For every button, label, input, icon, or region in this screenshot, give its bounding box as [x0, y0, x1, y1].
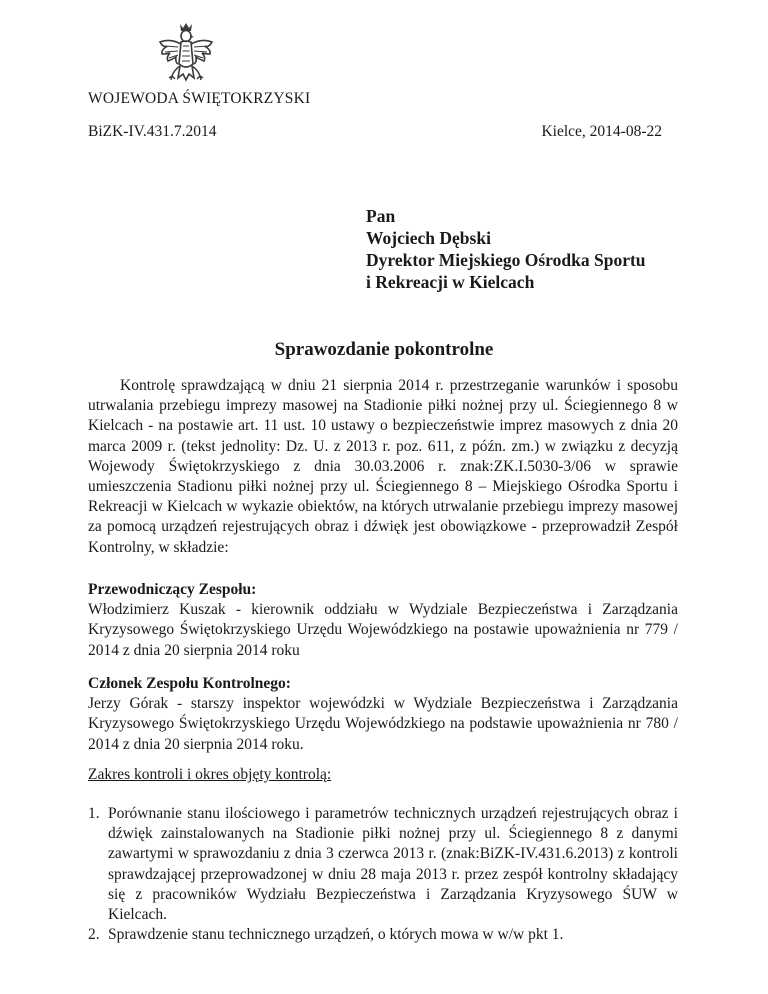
intro-paragraph: Kontrolę sprawdzającą w dniu 21 sierpnia 2014 r. przestrzeganie warunków i sposobu utrwalania przebiegu imprezy masowej na Stadionie piłki nożnej przy ul. Ściegiennego 8 w Kielcach - na postawie art. 11 ust. 10 ustawy o bezpieczeństwie imprez masowych z dnia 20 marca 2009 r. (tekst jednolity: Dz. U. z 2013 r. poz. 611, z późn. zm.) w związku z decyzją Wojewody Świętokrzyskiego z dnia 30.03.2006 r. znak:ZK.I.5030-3/06 w sprawie umieszczenia Stadionu piłki nożnej przy ul. Ściegiennego 8 – Miejskiego Ośrodka Sportu i Rekreacji w Kielcach w wykazie obiektów, na których utrwalanie przebiegu imprezy masowej za pomocą urządzeń rejestrujących obraz i dźwięk jest obowiązkowe - przeprowadził Zespół Kontrolny, w składzie:	[88, 377, 678, 556]
list-item-number: 2.	[88, 926, 100, 944]
scope-list	[88, 804, 678, 945]
list-item-text: Porównanie stanu ilościowego i parametrów technicznych urządzeń rejestrujących obraz i dźwięk zainstalowanych na Stadionie piłki nożnej przy ul. Ściegiennego 8 z danymi zawartymi w sprawozdaniu z dnia 3 czerwca 2013 r. (znak:BiZK-IV.431.6.2013) z kontroli sprawdzającej przeprowadzonej w dniu 28 maja 2013 r. przez zespół kontrolny składający się z pracowników Wydziału Bezpieczeństwa i Zarządzania Kryzysowego ŚUW w Kielcach.	[108, 805, 678, 924]
document-title: Sprawozdanie pokontrolne	[274, 339, 494, 360]
list-item	[88, 804, 678, 925]
team-chair-section	[88, 580, 678, 661]
recipient-address	[366, 205, 646, 293]
list-item	[88, 925, 678, 945]
recipient-line: Wojciech Dębski	[366, 228, 491, 248]
recipient-line: Pan	[366, 206, 396, 226]
eagle-emblem-icon	[156, 20, 216, 92]
recipient-line: i Rekreacji w Kielcach	[366, 272, 535, 292]
team-member-heading: Członek Zespołu Kontrolnego:	[88, 675, 291, 692]
issuing-authority: WOJEWODA ŚWIĘTOKRZYSKI	[88, 90, 311, 107]
team-chair-heading: Przewodniczący Zespołu:	[88, 581, 257, 598]
recipient-line: Dyrektor Miejskiego Ośrodka Sportu	[366, 250, 646, 270]
place-and-date: Kielce, 2014-08-22	[541, 123, 662, 140]
list-item-number: 1.	[88, 805, 100, 822]
team-member-text: Jerzy Górak - starszy inspektor wojewódzki w Wydziale Bezpieczeństwa i Zarządzania Kryzysowego Świętokrzyskiego Urzędu Wojewódzkiego na podstawie upoważnienia nr 780 / 2014 z dnia 20 sierpnia 2014 roku.	[88, 695, 678, 753]
team-member-section	[88, 674, 678, 755]
list-item-text: Sprawdzenie stanu technicznego urządzeń, o których mowa w w/w pkt 1.	[108, 926, 564, 944]
document-reference-number: BiZK-IV.431.7.2014	[88, 123, 217, 140]
team-chair-text: Włodzimierz Kuszak - kierownik oddziału w Wydziale Bezpieczeństwa i Zarządzania Kryzysowego Świętokrzyskiego Urzędu Wojewódzkiego na postawie upoważnienia nr 779 / 2014 z dnia 20 sierpnia 2014 roku	[88, 601, 678, 659]
scope-heading: Zakres kontroli i okres objęty kontrolą:	[88, 766, 332, 783]
